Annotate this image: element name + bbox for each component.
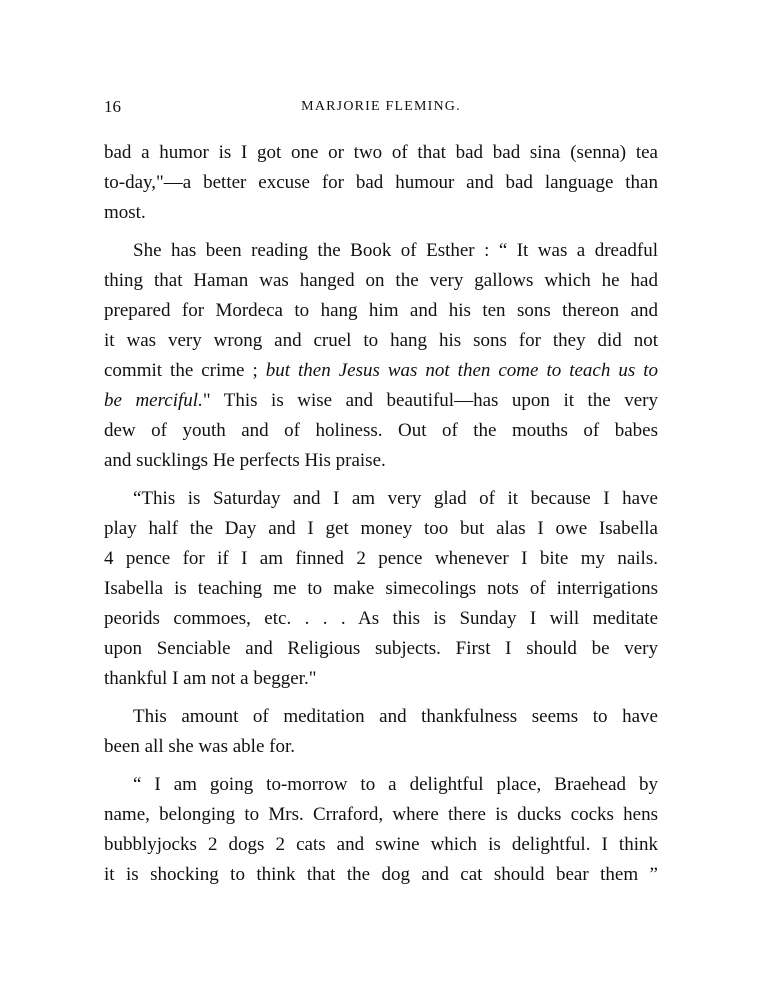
text-line: dew of youth and of holiness. Out of the mouths of babes — [104, 420, 658, 441]
page-header — [104, 97, 658, 121]
text-line: upon Senciable and Religious subjects. First I should be very — [104, 638, 658, 659]
text-line: thing that Haman was hanged on the very gallows which he had — [104, 270, 658, 291]
text-line: prepared for Mordeca to hang him and his ten sons thereon and — [104, 300, 658, 321]
text-line: to-day,"—a better excuse for bad humour and bad language than — [104, 172, 658, 193]
page-number: 16 — [104, 97, 121, 116]
text-run: commit the crime ; — [104, 360, 266, 381]
text-line: “This is Saturday and I am very glad of it because I have — [133, 488, 658, 509]
text-line: been all she was able for. — [104, 736, 295, 757]
text-line: “ I am going to-morrow to a delightful place, Braehead by — [133, 774, 658, 795]
text-line: She has been reading the Book of Esther : “ It was a dreadful — [133, 240, 658, 261]
text-line: Isabella is teaching me to make simecolings nots of interrigations — [104, 578, 658, 599]
text-line: thankful I am not a begger." — [104, 668, 317, 689]
paragraph-3 — [104, 484, 658, 694]
text-line: it was very wrong and cruel to hang his sons for they did not — [104, 330, 658, 351]
body-text — [104, 138, 658, 890]
text-line: name, belonging to Mrs. Crraford, where there is ducks cocks hens — [104, 804, 658, 825]
text-line: and sucklings He perfects His praise. — [104, 450, 386, 471]
running-title: MARJORIE FLEMING. — [301, 99, 461, 114]
paragraph-1 — [104, 138, 658, 228]
text-line: bad a humor is I got one or two of that bad bad sina (senna) tea — [104, 142, 658, 163]
paragraph-2 — [104, 236, 658, 476]
text-line: it is shocking to think that the dog and cat should bear them ” — [104, 864, 658, 885]
text-line: 4 pence for if I am finned 2 pence whenever I bite my nails. — [104, 548, 658, 569]
paragraph-5 — [104, 770, 658, 890]
text-line: bubblyjocks 2 dogs 2 cats and swine which is delightful. I think — [104, 834, 658, 855]
text-line — [104, 386, 658, 416]
text-line — [104, 356, 658, 386]
italic-quote: but then Jesus was not then come to teach us to — [265, 360, 659, 381]
italic-quote: be merciful. — [104, 390, 203, 411]
text-line: most. — [104, 202, 146, 223]
text-line: play half the Day and I get money too but alas I owe Isabella — [104, 518, 658, 539]
paragraph-4 — [104, 702, 658, 762]
text-line: peorids commoes, etc. . . . As this is Sunday I will meditate — [104, 608, 658, 629]
text-run: " This is wise and beautiful—has upon it the very — [202, 390, 659, 411]
text-line: This amount of meditation and thankfulness seems to have — [133, 706, 658, 727]
